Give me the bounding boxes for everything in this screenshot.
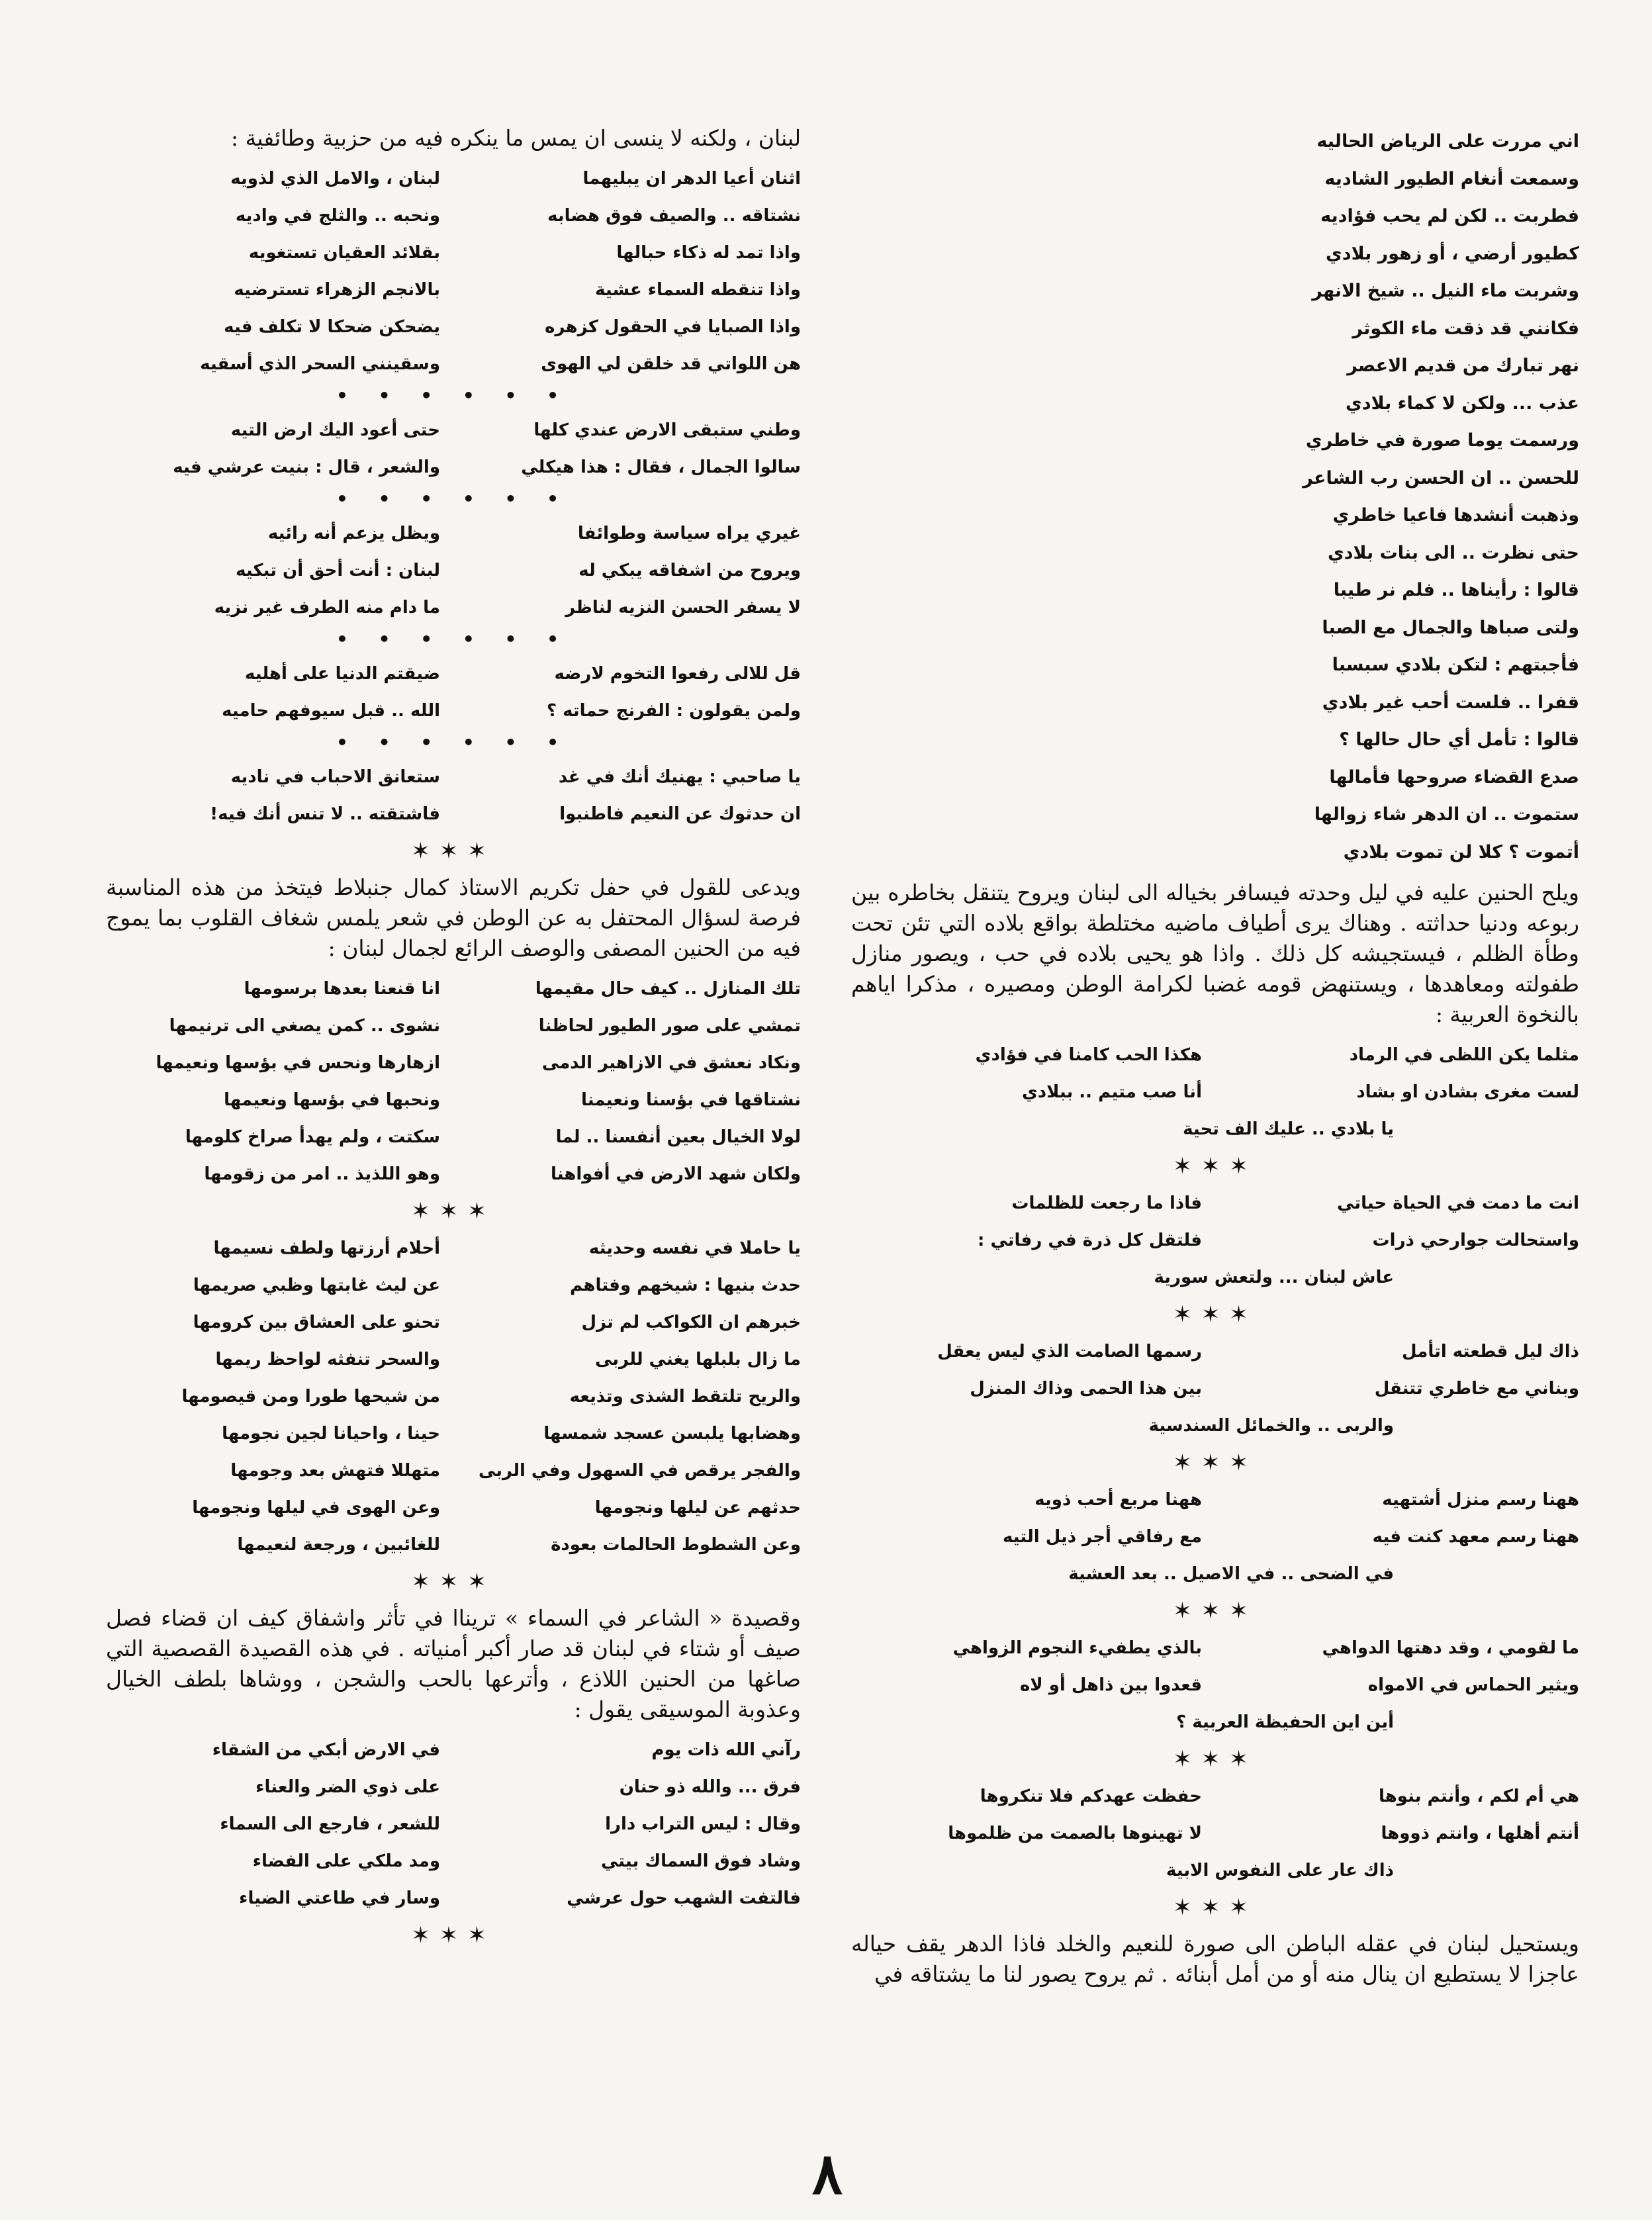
hemistich: ان حدثوك عن النعيم فاطنبوا xyxy=(559,804,801,824)
poem-line: للحسن .. ان الحسن رب الشاعر xyxy=(1303,467,1579,488)
hemistich: والشعر ، قال : بنيت عرشي فيه xyxy=(173,457,440,477)
dot-separator: • • • • • • xyxy=(336,628,571,650)
right-column xyxy=(851,123,1579,1996)
hemistich: ونحبه .. والثلج في واديه xyxy=(235,206,440,226)
hemistich: رسمها الصامت الذي ليس يعقل xyxy=(937,1342,1202,1362)
hemistich: ههنا رسم منزل أشتهيه xyxy=(1382,1490,1579,1510)
hemistich: تحنو على العشاق بين كرومها xyxy=(193,1313,440,1332)
hemistich: غيري يراه سياسة وطوائفا xyxy=(577,524,801,543)
prose-paragraph: ويدعى للقول في حفل تكريم الاستاذ كمال جنبلاط فيتخذ من هذه المناسبة فرصة لسؤال المحتفل به عن الوطن في شعر يلمس شغاف القلوب بما يموج فيه من الحنين المصفى والوصف الرائع لجمال لبنان : xyxy=(106,874,801,961)
poem-line: وذهبت أنشدها فاعيا خاطري xyxy=(1332,505,1579,526)
poem-my-country xyxy=(851,123,1579,871)
hemistich: والريح تلتقط الشذى وتذيعه xyxy=(569,1387,801,1407)
hemistich: واذا الصبايا في الحقول كزهره xyxy=(545,317,801,337)
dot-separator: • • • • • • xyxy=(336,731,571,753)
hemistich: بالانجم الزهراء تسترضيه xyxy=(234,280,440,300)
verse xyxy=(851,1185,1579,1222)
verse xyxy=(106,1452,801,1489)
hemistich: انا قنعنا بعدها برسومها xyxy=(244,979,440,999)
poem-line: وشربت ماء النيل .. شيخ الانهر xyxy=(1312,281,1579,301)
hemistich: للغائبين ، ورجعة لنعيمها xyxy=(237,1535,440,1555)
poem-line: فطربت .. لكن لم يحب فؤاديه xyxy=(1320,206,1579,226)
star-separator: ✶✶✶ xyxy=(1173,1894,1258,1921)
verse xyxy=(106,1119,801,1156)
hemistich: أحلام أرزتها ولطف نسيمها xyxy=(213,1238,440,1258)
verse xyxy=(851,1630,1579,1667)
stanza xyxy=(851,1778,1579,1889)
verse xyxy=(106,1769,801,1806)
hemistich: انت ما دمت في الحياة حياتي xyxy=(1337,1193,1579,1213)
hemistich: ومد ملكي على الفضاء xyxy=(252,1851,440,1871)
hemistich: نشتاقه .. والصيف فوق هضابه xyxy=(547,206,801,226)
verse xyxy=(106,308,801,346)
poem-line: قفرا .. فلست أحب غير بلادي xyxy=(1322,692,1579,713)
hemistich: مع رفاقي أجر ذيل التيه xyxy=(1003,1527,1202,1547)
hemistich: على ذوي الضر والعناء xyxy=(255,1777,440,1797)
poem-line: قالوا : تأمل أي حال حالها ؟ xyxy=(1339,729,1579,750)
hemistich: الله .. قبل سيوفهم حاميه xyxy=(222,701,440,721)
verse xyxy=(851,1037,1579,1074)
hemistich: ضيقتم الدنيا على أهليه xyxy=(244,664,440,684)
hemistich: لست مغرى بشادن او بشاد xyxy=(1356,1082,1579,1102)
hemistich: نشوى .. كمن يصغي الى ترنيمها xyxy=(169,1016,440,1036)
hemistich: تمشي على صور الطيور لحاظنا xyxy=(538,1016,801,1036)
hemistich: ونكاد نعشق في الازاهير الدمى xyxy=(541,1053,801,1073)
hemistich: سكتت ، ولم يهدأ صراخ كلومها xyxy=(185,1127,440,1147)
verse xyxy=(851,1333,1579,1370)
verse xyxy=(106,1156,801,1193)
verse-group xyxy=(106,412,801,486)
poem-line: ستموت .. ان الدهر شاء زوالها xyxy=(1314,804,1579,825)
hemistich: عن ليث غابتها وظبي صريمها xyxy=(193,1275,440,1295)
poem-line: قالوا : رأيناها .. فلم نر طيبا xyxy=(1333,580,1579,600)
hemistich: سالوا الجمال ، فقال : هذا هيكلي xyxy=(521,457,801,477)
hemistich: حدثهم عن ليلها ونجومها xyxy=(594,1498,801,1518)
hemistich: فلتقل كل ذرة في رفاتي : xyxy=(978,1230,1202,1250)
verse-group xyxy=(106,515,801,626)
verse-group xyxy=(106,1732,801,1917)
verse xyxy=(106,234,801,271)
verse xyxy=(106,1880,801,1917)
hemistich: ازهارها ونحس في بؤسها ونعيمها xyxy=(156,1053,440,1073)
poem-line: نهر تبارك من قديم الاعصر xyxy=(1347,355,1579,376)
hemistich: بقلائد العقيان تستغويه xyxy=(248,243,440,263)
hemistich: هكذا الحب كامنا في فؤادي xyxy=(975,1045,1202,1065)
hemistich: فاشتقته .. لا تنس أنك فيه! xyxy=(210,804,440,824)
hemistich: خبرهم ان الكواكب لم تزل xyxy=(581,1313,801,1332)
verse xyxy=(106,970,801,1007)
hemistich: أنا صب متيم .. ببلادي xyxy=(1021,1082,1202,1102)
verse xyxy=(106,412,801,449)
hemistich: وبناني مع خاطري تتنقل xyxy=(1374,1379,1579,1399)
star-separator: ✶✶✶ xyxy=(1173,1450,1258,1476)
hemistich: وشاد فوق السماك بيتي xyxy=(600,1851,801,1871)
hemistich: لا تهينوها بالصمت من ظلموها xyxy=(948,1824,1202,1843)
hemistich: لولا الخيال بعين أنفسنا .. لما xyxy=(555,1127,801,1147)
star-separator: ✶✶✶ xyxy=(411,1922,496,1949)
stanza-refrain: في الضحى .. في الاصيل .. بعد العشية xyxy=(1068,1564,1394,1584)
poem-line: وسمعت أنغام الطيور الشاديه xyxy=(1324,168,1579,189)
poem-line: ولتى صباها والجمال مع الصبا xyxy=(1322,617,1579,638)
verse xyxy=(106,1378,801,1415)
prose-paragraph: وقصيدة « الشاعر في السماء » تريناا في تأثر واشفاق كيف ان قضاء فصل صيف أو شتاء في لبنان قد صار أكبر أمنياته . في هذه القصيدة القصصية التي صاغها من الحنين اللاذع ، وأترعها بالحب والشجن ، ووشاها بلطف الخيال وعذوبة الموسيقى يقول : xyxy=(106,1605,801,1722)
hemistich: واذا تمد له ذكاء حبالها xyxy=(616,243,801,263)
poem-line: حتى نظرت .. الى بنات بلادي xyxy=(1327,542,1579,563)
hemistich: ويظل يزعم أنه رائيه xyxy=(267,524,440,543)
stanza xyxy=(851,1333,1579,1444)
verse xyxy=(106,1044,801,1082)
hemistich: يا حاملا في نفسه وحديثه xyxy=(588,1238,801,1258)
verse xyxy=(851,1518,1579,1555)
hemistich: وعن الشطوط الحالمات بعودة xyxy=(551,1535,801,1555)
stanza-refrain: والربى .. والخمائل السندسية xyxy=(1148,1416,1394,1436)
verse xyxy=(106,197,801,234)
verse xyxy=(851,1074,1579,1111)
verse-group xyxy=(106,1230,801,1563)
hemistich: واذا تنقطه السماء عشية xyxy=(595,280,801,300)
prose-paragraph: ويلح الحنين عليه في ليل وحدته فيسافر بخياله الى لبنان ويروح يتنقل بخاطره بين ربوعه ودنيا حداثته . وهناك يرى أطياف ماضيه مختلطة بواقع بلاده التي تئن تحت وطأة الظلم ، فيستجيشه كل ذلك . واذا هو يحيى بلاده في حب ، ويصور منازل طفولته ومعاهدها ، ويستنهض قومه غضبا لكرامة الوطن ومصيره ، مذكرا اياهم بالنخوة العربية : xyxy=(851,880,1579,1027)
hemistich: وهو اللذيذ .. امر من زقومها xyxy=(204,1164,440,1184)
verse xyxy=(106,759,801,796)
verse xyxy=(106,655,801,692)
hemistich: ويثير الحماس في الامواه xyxy=(1367,1675,1579,1695)
hemistich: ستعانق الاحباب في ناديه xyxy=(230,767,440,787)
poem-line: فأجبتهم : لتكن بلادي سبسبا xyxy=(1332,655,1579,675)
hemistich: ويروح من اشفاقه يبكي له xyxy=(578,561,801,580)
hemistich: ولمن يقولون : الفرنج حماته ؟ xyxy=(546,701,801,721)
hemistich: قعدوا بين ذاهل أو لاه xyxy=(1019,1675,1202,1695)
hemistich: في الارض أبكي من الشقاء xyxy=(212,1740,440,1760)
verse xyxy=(106,1843,801,1880)
verse-group xyxy=(106,759,801,833)
poem-line: كطيور أرضي ، أو زهور بلادي xyxy=(1326,243,1579,264)
verse-group xyxy=(106,655,801,729)
hemistich: واستحالت جوارحي ذرات xyxy=(1372,1230,1579,1250)
stanza-refrain: ذاك عار على النفوس الابية xyxy=(1166,1861,1394,1880)
hemistich: لا يسفر الحسن النزيه لناظر xyxy=(565,598,801,618)
verse xyxy=(106,1732,801,1769)
verse xyxy=(106,515,801,552)
hemistich: ونحبها في بؤسها ونعيمها xyxy=(224,1090,440,1110)
star-separator: ✶✶✶ xyxy=(411,1198,496,1225)
hemistich: من شيحها طورا ومن قيصومها xyxy=(181,1387,440,1407)
stanza-refrain: يا بلادي .. عليك الف تحية xyxy=(1183,1119,1394,1139)
hemistich: ذاك ليل قطعته اتأمل xyxy=(1402,1342,1579,1362)
verse xyxy=(106,1230,801,1267)
verse xyxy=(106,160,801,197)
poem-line: أتموت ؟ كلا لن تموت بلادي xyxy=(1343,841,1579,862)
hemistich: ما لقومي ، وقد دهتها الدواهي xyxy=(1322,1638,1579,1658)
hemistich: لبنان : أنت أحق أن تبكيه xyxy=(236,561,440,580)
hemistich: ههنا مربع أحب ذويه xyxy=(1034,1490,1202,1510)
verse xyxy=(106,346,801,383)
hemistich: مثلما يكن اللظى في الرماد xyxy=(1349,1045,1579,1065)
left-column xyxy=(106,123,801,1950)
verse xyxy=(106,1304,801,1341)
verse xyxy=(106,1806,801,1843)
stanza xyxy=(851,1037,1579,1148)
verse xyxy=(851,1222,1579,1259)
verse xyxy=(851,1667,1579,1704)
star-separator: ✶✶✶ xyxy=(1173,1746,1258,1773)
hemistich: هن اللواتي قد خلقن لي الهوى xyxy=(541,354,801,374)
verse-group xyxy=(106,160,801,383)
stanza-refrain: عاش لبنان ... ولتعش سورية xyxy=(1154,1268,1394,1287)
verse xyxy=(106,1341,801,1378)
dot-separator: • • • • • • xyxy=(336,488,571,510)
verse xyxy=(851,1370,1579,1407)
verse xyxy=(106,1082,801,1119)
hemistich: وهضابها يلبسن عسجد شمسها xyxy=(543,1424,801,1444)
verse xyxy=(106,1007,801,1044)
stanza-refrain: أين اين الحفيظة العربية ؟ xyxy=(1176,1712,1394,1732)
star-separator: ✶✶✶ xyxy=(1173,1301,1258,1328)
stanza xyxy=(851,1481,1579,1593)
hemistich: يضحكن ضحكا لا تكلف فيه xyxy=(224,317,440,337)
hemistich: والسحر تنفثه لواحظ ريمها xyxy=(215,1350,440,1369)
poem-line: فكانني قد ذقت ماء الكوثر xyxy=(1352,318,1579,339)
hemistich: فاذا ما رجعت للظلمات xyxy=(1011,1193,1202,1213)
verse xyxy=(851,1815,1579,1852)
hemistich: أنتم أهلها ، وانتم ذووها xyxy=(1381,1824,1579,1843)
hemistich: ههنا رسم معهد كنت فيه xyxy=(1372,1527,1579,1547)
verse xyxy=(106,449,801,486)
verse xyxy=(106,271,801,308)
hemistich: بين هذا الحمى وذاك المنزل xyxy=(970,1379,1202,1399)
prose-paragraph: ويستحيل لبنان في عقله الباطن الى صورة للنعيم والخلد فاذا الدهر يقف حياله عاجزا لا يستطيع ان ينال منه أو من أمل أبنائه . ثم يروح يصور لنا ما يشتاقه في xyxy=(851,1931,1579,1987)
stanza xyxy=(851,1630,1579,1741)
verse xyxy=(106,1489,801,1526)
hemistich: وطني ستبقى الارض عندي كلها xyxy=(533,420,801,440)
hemistich: وسار في طاعتي الضياء xyxy=(239,1888,440,1908)
verse xyxy=(106,552,801,589)
poem-line: عذب ... ولكن لا كماء بلادي xyxy=(1346,393,1579,414)
hemistich: وقال : ليس التراب دارا xyxy=(605,1814,801,1834)
verse xyxy=(106,1267,801,1304)
hemistich: هي أم لكم ، وأنتم بنوها xyxy=(1378,1786,1579,1806)
hemistich: حفظت عهدكم فلا تنكروها xyxy=(980,1786,1202,1806)
hemistich: قل للالى رفعوا التخوم لارضه xyxy=(554,664,801,684)
hemistich: بالذي يطفيء النجوم الزواهي xyxy=(952,1638,1202,1658)
hemistich: ما دام منه الطرف غير نزيه xyxy=(214,598,440,618)
hemistich: يا صاحبي : يهنيك أنك في غد xyxy=(558,767,801,787)
hemistich: للشعر ، فارجع الى السماء xyxy=(220,1814,440,1834)
hemistich: حينا ، واحيانا لجين نجومها xyxy=(222,1424,440,1444)
hemistich: وعن الهوى في ليلها ونجومها xyxy=(192,1498,440,1518)
hemistich: رآني الله ذات يوم xyxy=(651,1740,801,1760)
star-separator: ✶✶✶ xyxy=(1173,1153,1258,1179)
hemistich: وسقينني السحر الذي أسقيه xyxy=(200,354,440,374)
hemistich: فرق ... والله ذو حنان xyxy=(619,1777,801,1797)
verse xyxy=(106,796,801,833)
hemistich: تلك المنازل .. كيف حال مقيمها xyxy=(535,979,801,999)
hemistich: متهللا فتهش بعد وجومها xyxy=(230,1461,440,1481)
star-separator: ✶✶✶ xyxy=(1173,1598,1258,1624)
hemistich: اثنان أعيا الدهر ان يبليهما xyxy=(582,169,801,189)
page-number: ٨ xyxy=(811,2141,843,2207)
verse-group xyxy=(106,970,801,1193)
verse xyxy=(106,1415,801,1452)
hemistich: حدث بنيها : شيخهم وفتاهم xyxy=(570,1275,801,1295)
star-separator: ✶✶✶ xyxy=(411,838,496,864)
hemistich: ولكان شهد الارض في أفواهنا xyxy=(550,1164,801,1184)
stanza xyxy=(851,1185,1579,1296)
verse xyxy=(106,692,801,729)
hemistich: ما زال بلبلها يغني للربى xyxy=(594,1350,801,1369)
verse xyxy=(851,1481,1579,1518)
verse xyxy=(851,1778,1579,1815)
poem-line: اني مررت على الرياض الحاليه xyxy=(1316,131,1579,152)
hemistich: فالتفت الشهب حول عرشي xyxy=(567,1888,801,1908)
hemistich: والفجر يرقص في السهول وفي الربى xyxy=(478,1461,801,1481)
poem-line: صدع القضاء صروحها فأمالها xyxy=(1329,766,1579,788)
hemistich: حتى أعود اليك ارض التيه xyxy=(230,420,440,440)
verse xyxy=(106,1526,801,1563)
prose-paragraph: لبنان ، ولكنه لا ينسى ان يمس ما ينكره فيه من حزبية وطائفية : xyxy=(231,125,801,151)
poem-line: ورسمت يوما صورة في خاطري xyxy=(1305,430,1579,451)
hemistich: نشتاقها في بؤسنا ونعيمنا xyxy=(580,1090,801,1110)
hemistich: لبنان ، والامل الذي لذويه xyxy=(230,169,440,189)
verse xyxy=(106,589,801,626)
dot-separator: • • • • • • xyxy=(336,385,571,406)
star-separator: ✶✶✶ xyxy=(411,1569,496,1595)
